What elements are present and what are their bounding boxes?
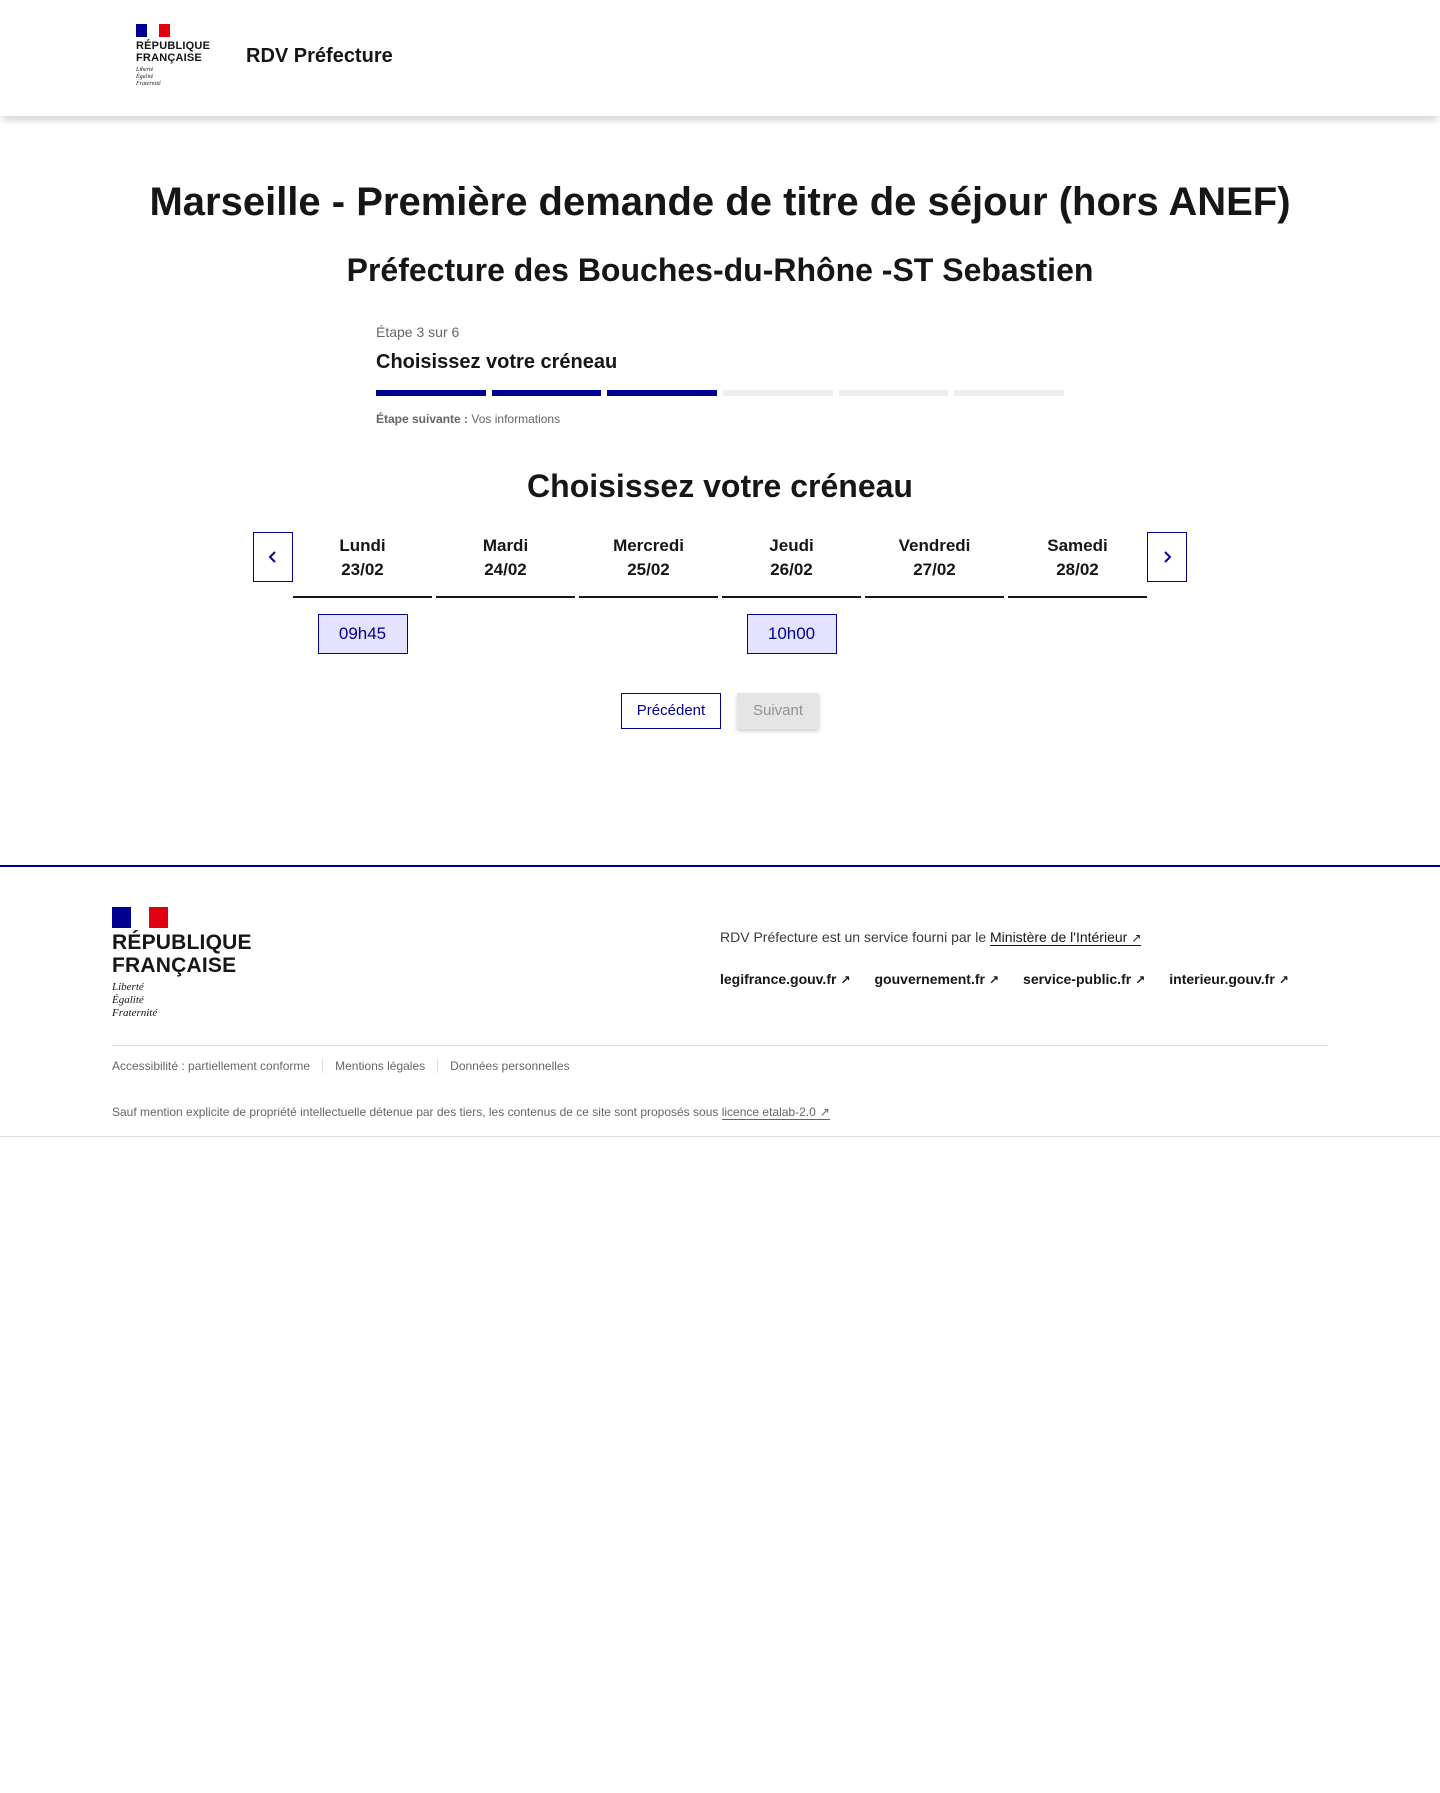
service-title[interactable]: RDV Préfecture <box>246 45 393 67</box>
license-text: Sauf mention explicite de propriété intellectuelle détenue par des tiers, les contenus de ce site sont proposés sous <box>112 1105 719 1119</box>
footer-logo-motto: Liberté Égalité Fraternité <box>112 981 158 1019</box>
day-header <box>293 532 432 598</box>
stepper <box>376 324 1064 426</box>
license-link[interactable]: licence etalab-2.0 ↗ <box>721 1105 830 1119</box>
time-slot-button[interactable]: 10h00 <box>747 614 837 654</box>
chevron-right-icon <box>1161 551 1173 563</box>
chevron-left-icon <box>267 551 279 563</box>
footer-bottom-links <box>112 1059 582 1073</box>
day-slots <box>865 598 1004 614</box>
step-segment <box>492 390 602 396</box>
footer-bottom-link[interactable]: Mentions légales <box>322 1059 437 1073</box>
footer-link[interactable]: service-public.fr ↗ <box>1023 971 1146 987</box>
step-progress-bar <box>376 390 1064 396</box>
footer-links <box>720 971 1289 987</box>
site-header <box>0 0 1440 116</box>
step-segment <box>839 390 949 396</box>
day-column <box>1008 532 1147 654</box>
day-slots <box>293 598 432 654</box>
day-slots <box>722 598 861 654</box>
day-name: Vendredi <box>898 536 971 555</box>
footer-logo-text: RÉPUBLIQUE FRANÇAISE <box>112 931 252 977</box>
site-footer <box>0 865 1440 1137</box>
external-link-icon: ↗ <box>1135 973 1146 987</box>
time-slot-button[interactable]: 09h45 <box>318 614 408 654</box>
step-title: Choisissez votre créneau <box>376 351 618 373</box>
day-column <box>722 532 861 654</box>
day-date: 26/02 <box>770 560 813 579</box>
day-name: Lundi <box>339 536 386 555</box>
page-subtitle: Préfecture des Bouches-du-Rhône -ST Sebastien <box>346 252 1094 288</box>
previous-week-button[interactable] <box>253 532 293 582</box>
page-title: Marseille - Première demande de titre de séjour (hors ANEF) <box>149 180 1291 224</box>
day-name: Samedi <box>1047 536 1108 555</box>
logo-text: RÉPUBLIQUE FRANÇAISE <box>136 40 211 64</box>
day-name: Jeudi <box>769 536 814 555</box>
section-title: Choisissez votre créneau <box>527 468 913 504</box>
day-header <box>1008 532 1147 598</box>
day-date: 23/02 <box>341 560 384 579</box>
logo-motto: Liberté Égalité Fraternité <box>136 67 161 87</box>
footer-link[interactable]: interieur.gouv.fr ↗ <box>1169 971 1289 987</box>
footer-description <box>720 929 1141 945</box>
next-week-button[interactable] <box>1147 532 1187 582</box>
external-link-icon: ↗ <box>1131 931 1142 945</box>
step-next-label: Étape suivante : <box>376 412 469 426</box>
day-name: Mercredi <box>613 536 684 555</box>
footer-link[interactable]: legifrance.gouv.fr ↗ <box>720 971 851 987</box>
step-segment <box>607 390 717 396</box>
step-state: Étape 3 sur 6 <box>376 324 460 340</box>
day-name: Mardi <box>482 536 529 555</box>
footer-bottom-link[interactable]: Accessibilité : partiellement conforme <box>112 1059 311 1073</box>
french-flag-icon <box>136 24 170 37</box>
ministere-link[interactable]: Ministère de l'Intérieur ↗ <box>990 929 1142 945</box>
external-link-icon: ↗ <box>819 1105 830 1119</box>
day-column <box>293 532 432 654</box>
day-header <box>579 532 718 598</box>
day-date: 24/02 <box>484 560 527 579</box>
day-column <box>436 532 575 654</box>
day-date: 28/02 <box>1056 560 1099 579</box>
republique-francaise-logo[interactable] <box>136 24 216 88</box>
day-header <box>865 532 1004 598</box>
french-flag-icon <box>112 907 168 928</box>
day-column <box>865 532 1004 654</box>
day-slots <box>1008 598 1147 614</box>
day-column <box>579 532 718 654</box>
footer-divider <box>112 1045 1328 1046</box>
day-columns <box>293 532 1147 654</box>
day-date: 25/02 <box>627 560 670 579</box>
step-next-value: Vos informations <box>471 412 561 426</box>
step-segment <box>954 390 1064 396</box>
external-link-icon: ↗ <box>840 973 851 987</box>
footer-license <box>112 1105 830 1119</box>
external-link-icon: ↗ <box>1278 973 1289 987</box>
step-segment <box>376 390 486 396</box>
previous-button[interactable]: Précédent <box>621 693 721 729</box>
day-date: 27/02 <box>913 560 956 579</box>
step-next <box>376 412 1064 426</box>
day-slots <box>579 598 718 614</box>
day-header <box>436 532 575 598</box>
footer-link[interactable]: gouvernement.fr ↗ <box>874 971 1000 987</box>
footer-logo[interactable] <box>112 907 252 1020</box>
day-slots <box>436 598 575 614</box>
day-header <box>722 532 861 598</box>
footer-bottom-link[interactable]: Données personnelles <box>437 1059 581 1073</box>
step-segment <box>723 390 833 396</box>
external-link-icon: ↗ <box>988 973 1000 987</box>
footer-description-text: RDV Préfecture est un service fourni par le <box>720 929 987 945</box>
next-button[interactable]: Suivant <box>737 693 819 729</box>
